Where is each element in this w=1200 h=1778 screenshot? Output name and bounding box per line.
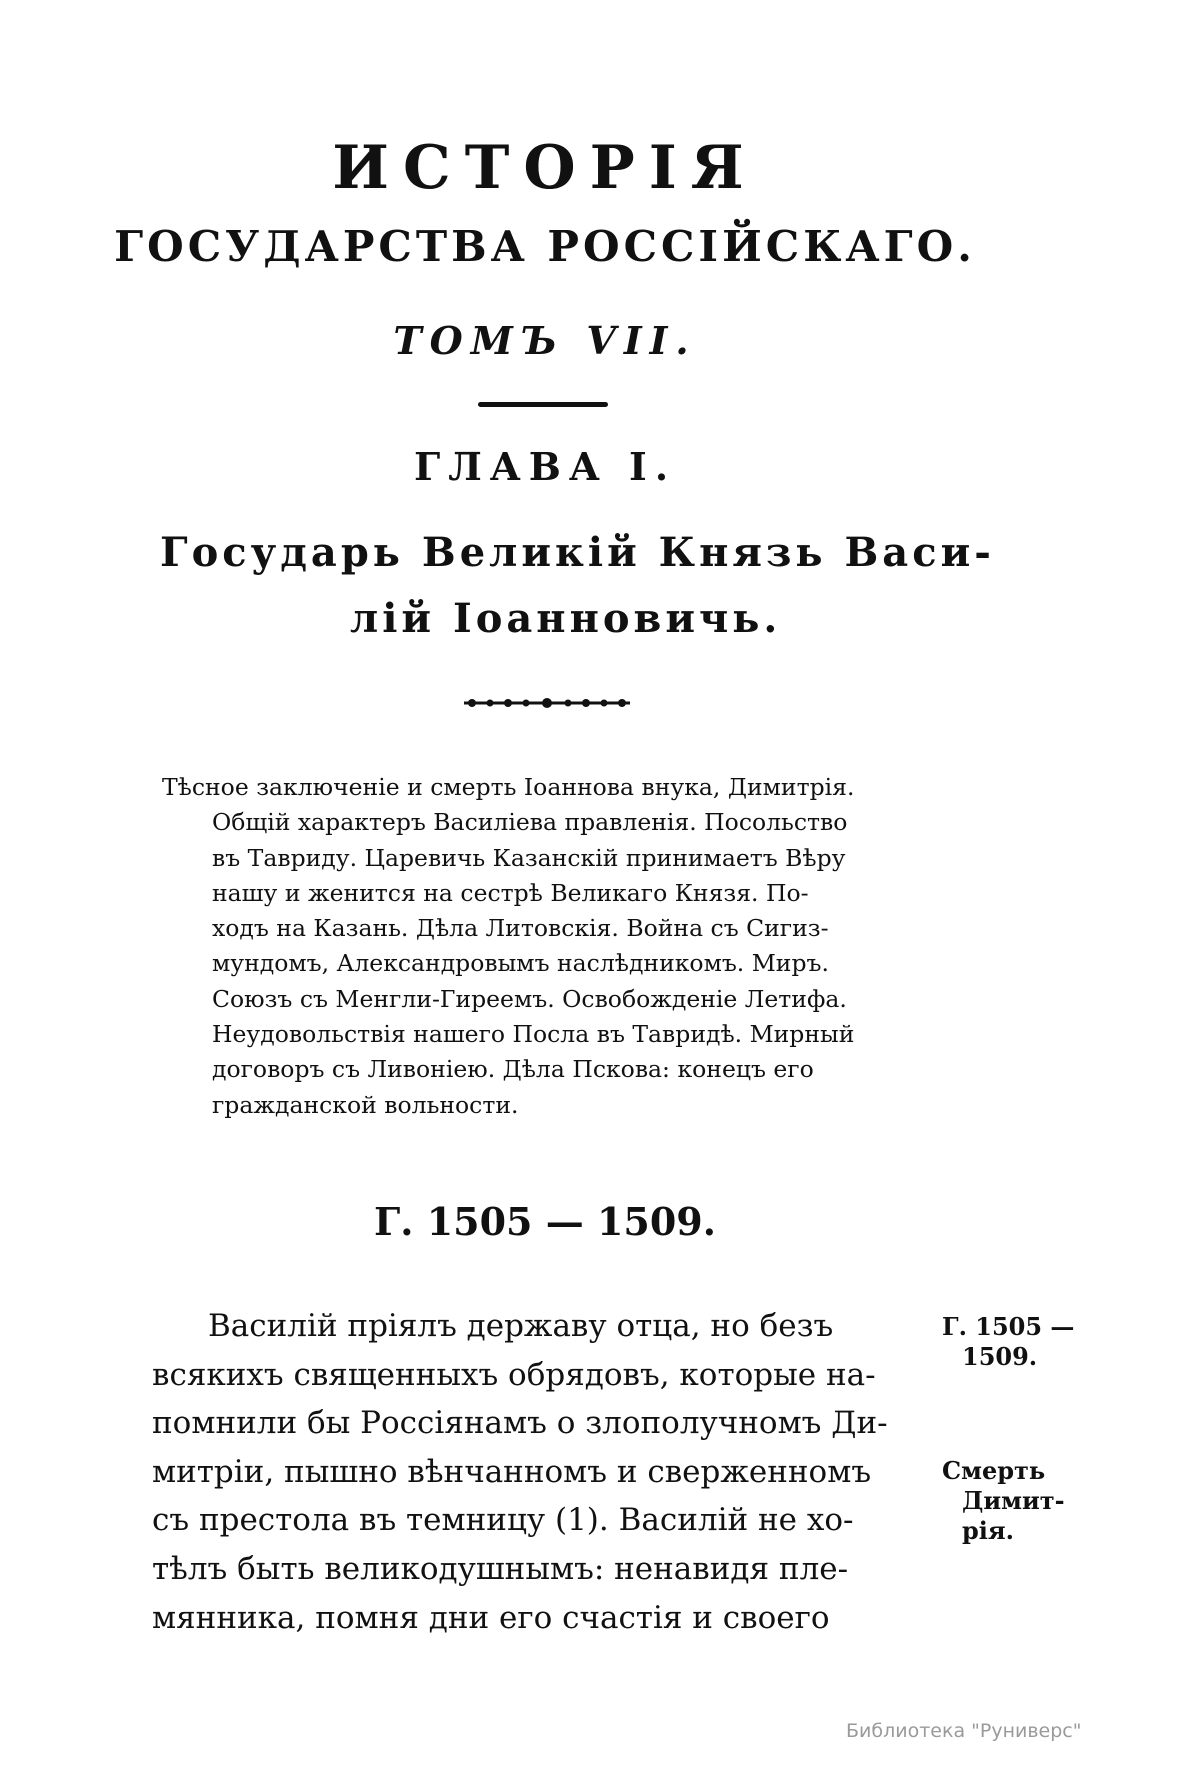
summary-line: нашу и женится на сестрѣ Великаго Князя. По- — [212, 878, 809, 907]
volume-number: ТОМЪ VII. — [393, 318, 697, 363]
body-line: помнили бы Россіянамъ о злополучномъ Ди- — [152, 1405, 888, 1442]
body-line: съ престола въ темницу (1). Василій не хо- — [152, 1502, 854, 1539]
chapter-title-line: Государь Великій Князь Васи- — [160, 529, 995, 576]
ornament-divider — [462, 694, 632, 712]
chapter-heading: ГЛАВА I. — [413, 444, 677, 489]
chapter-summary — [162, 770, 942, 1123]
margin-note-line: 1509. — [962, 1342, 1038, 1371]
body-text — [152, 1302, 932, 1642]
chapter-title-line: лій Іоанновичь. — [350, 595, 782, 642]
body-line: митріи, пышно вѣнчанномъ и сверженномъ — [152, 1453, 872, 1490]
book-subtitle: ГОСУДАРСТВА РОССІЙСКАГО. — [114, 222, 976, 271]
body-line: Василій пріялъ державу отца, но безъ — [208, 1308, 834, 1344]
summary-line: Общій характеръ Василіева правленія. Посольство — [212, 808, 848, 837]
summary-line: мундомъ, Александровымъ наслѣдникомъ. Миръ. — [212, 949, 829, 978]
margin-note-line: Димит- — [962, 1486, 1065, 1515]
summary-line: ходъ на Казань. Дѣла Литовскія. Война съ Сигиз- — [212, 914, 829, 943]
book-title: ИСТОРІЯ — [332, 133, 758, 203]
margin-note-death — [942, 1456, 1092, 1546]
summary-line: Союзъ съ Менгли-Гиреемъ. Освобожденіе Летифа. — [212, 984, 847, 1013]
body-line: всякихъ священныхъ обрядовъ, которые на- — [152, 1356, 876, 1393]
margin-note-line: Г. 1505 — — [942, 1312, 1075, 1341]
summary-line: гражданской вольности. — [212, 1090, 519, 1119]
margin-note-years — [942, 1312, 1092, 1372]
summary-line: договоръ съ Ливоніею. Дѣла Пскова: конецъ его — [212, 1055, 814, 1084]
body-line: тѣлъ быть великодушнымъ: ненавидя пле- — [152, 1550, 849, 1587]
divider-rule — [478, 402, 608, 407]
margin-note-line: Смерть — [942, 1456, 1046, 1485]
margin-note-line: рія. — [962, 1516, 1014, 1545]
dates-heading: Г. 1505 — 1509. — [374, 1199, 716, 1244]
body-line: мянника, помня дни его счастія и своего — [152, 1599, 830, 1636]
summary-line: Тѣсное заключеніе и смерть Іоаннова внука, Димитрія. — [162, 773, 855, 801]
summary-line: Неудовольствія нашего Посла въ Тавридѣ. Мирный — [212, 1020, 855, 1049]
summary-line: въ Тавриду. Царевичь Казанскій принимаетъ Вѣру — [212, 843, 846, 872]
library-watermark: Библиотека "Руниверс" — [846, 1720, 1082, 1742]
chapter-title — [160, 520, 995, 652]
